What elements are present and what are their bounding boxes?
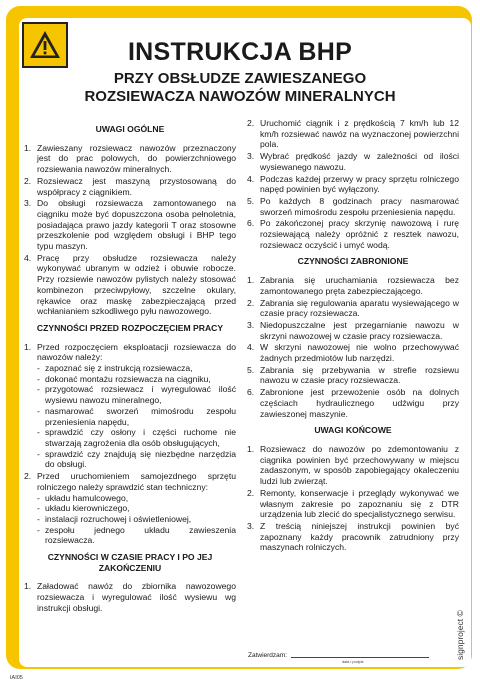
w-czasie-pracy-list-cont bbox=[247, 118, 459, 250]
list-item: 6. Zabronione jest przewożenie osób na dolnych częściach hydraulicznego udźwigu przy zawieszonej maszynie. bbox=[247, 387, 459, 419]
list-item: 2. Zabrania się regulowania aparatu wysiewającego w czasie pracy rozsiewacza. bbox=[247, 297, 459, 319]
sub-list-item: - dokonać montażu rozsiewacza na ciągniku, bbox=[37, 373, 211, 384]
section-title-uwagi-koncowe: UWAGI KOŃCOWE bbox=[314, 425, 392, 436]
page-title: INSTRUKCJA BHP bbox=[127, 38, 353, 66]
sub-list-item: - przygotować rozsiewacz i wyregulować ilość wysiewu nawozu mineralnego, bbox=[37, 384, 236, 406]
brand-text: signproject © bbox=[455, 610, 465, 660]
sub-list-item: - zapoznać się z instrukcją rozsiewacza, bbox=[37, 363, 193, 374]
list-item: 4. W skrzyni nawozowej nie wolno przechowywać żadnych przedmiotów lub narzędzi. bbox=[247, 342, 459, 364]
list-item: 2. Przed uruchomieniem samojezdnego sprzętu rolniczego należy sprawdzić stan techniczny: - układu hamulcowego, - układu kierowniczego, - instalacji rozruchowej i oświetleniowej, - zespołu jednego układu zawieszenia rozsiewacza. bbox=[24, 471, 236, 546]
sub-list bbox=[37, 493, 236, 547]
section-title-zabronione: CZYNNOŚCI ZABRONIONE bbox=[297, 256, 409, 267]
signature-line bbox=[291, 657, 429, 658]
list-item: 1. Rozsiewacz do nawozów po zdemontowaniu z ciągnika powinien być przechowywany w miejscu zadaszonym, w sposób zapobiegający okaleczeniu ludzi lub zwierząt. bbox=[247, 443, 459, 487]
list-item: 2. Remonty, konserwacje i przeglądy wykonywać we własnym zakresie po zapoznaniu się z DTR urządzenia lub zlecić do specjalistycznego serwisu. bbox=[247, 487, 459, 520]
sub-list-item: - zespołu jednego układu zawieszenia rozsiewacza. bbox=[37, 524, 236, 546]
sub-list-item: - układu hamulcowego, bbox=[37, 492, 129, 503]
signature-caption: data i podpis bbox=[342, 660, 364, 664]
product-code: IAI05 bbox=[10, 675, 23, 681]
left-column bbox=[24, 118, 236, 615]
brand-mark bbox=[445, 590, 465, 660]
approval-label: Zatwierdzam: bbox=[248, 652, 288, 659]
list-item: 3. Z treścią niniejszej instrukcji powinien być zapoznany każdy pracownik zatrudniony przy maszynach rolniczych. bbox=[247, 520, 459, 553]
list-item: 3. Wybrać prędkość jazdy w zależności od ilości wysiewanego nawozu. bbox=[247, 151, 459, 172]
list-item: 2. Uruchomić ciągnik i z prędkością 7 km/h lub 12 km/h rozsiewać nawóz na wyznaczonej powierzchni pola. bbox=[247, 118, 459, 150]
right-column bbox=[247, 118, 459, 554]
uwagi-koncowe-list bbox=[247, 444, 459, 553]
list-item: 3. Do obsługi rozsiewacza zamontowanego na ciągniku może być dopuszczona osoba pełnoletnia, posiadająca prawo jazdy kategorii T oraz stosowne przeszkolenie pod względem obsługi i BHP tego typu maszyn. bbox=[24, 198, 236, 252]
sub-list-item: - sprawdzić czy znajdują się niezbędne narzędzia do obsługi. bbox=[37, 448, 236, 470]
w-czasie-pracy-list bbox=[24, 581, 236, 613]
section-title-w-czasie-pracy: CZYNNOŚCI W CZASIE PRACY I PO JEJ ZAKOŃCZENIU bbox=[47, 552, 213, 573]
page-subtitle-2: ROZSIEWACZA NAWOZÓW MINERALNYCH bbox=[84, 88, 396, 105]
sub-list-item: - nasmarować sworzeń mimośrodu zespołu przeniesienia napędu, bbox=[37, 405, 236, 427]
list-item: 4. Pracę przy obsłudze rozsiewacza należy wykonywać ubranym w odzież i obuwie robocze. Przy rozsiewie nawozów pylistych należy stosować kombinezon przeciwpyłowy, szczelne okulary, rękawice oraz maskę zabezpieczającą przed wchłanianiem szkodliwego pyłu nawozowego. bbox=[24, 252, 236, 317]
list-item: 4. Podczas każdej przerwy w pracy sprzętu rolniczego napęd powinien być wyłączony. bbox=[247, 173, 459, 195]
list-item: 5. Po każdych 8 godzinach pracy nasmarować sworzeń mimośrodu zespołu przeniesienia napędu. bbox=[247, 195, 459, 217]
list-item: 1. Przed rozpoczęciem eksploatacji rozsiewacza do nawozów należy: - zapoznać się z instrukcją rozsiewacza, - dokonać montażu rozsiewacza na ciągniku, - przygotować rozsiewacz i wyregulować ilość wysiewu nawozu mineralnego, - nasmarować sworzeń mimośrodu zespołu przeniesienia napędu, - sprawdzić czy osłony i części ruchome nie stwarzają zagrożenia dla osób obsługujących, - sprawdzić czy znajdują się niezbędne narzędzia do obsługi. bbox=[24, 341, 236, 470]
list-item: 3. Niedopuszczalne jest przegarnianie nawozu w skrzyni nawozowej w czasie pracy rozsiewacza. bbox=[247, 319, 459, 341]
page-subtitle-1: PRZY OBSŁUDZE ZAWIESZANEGO bbox=[113, 70, 367, 87]
zabronione-list bbox=[247, 275, 459, 419]
list-item: 1. Załadować nawóz do zbiornika nawozowego rozsiewacza i wyregulować ilość wysiewu wg instrukcji obsługi. bbox=[24, 581, 236, 613]
list-item: 1. Zabrania się uruchamiania rozsiewacza bez zamontowanego pręta zabezpieczającego. bbox=[247, 275, 459, 296]
przed-rozpoczeciem-list bbox=[24, 342, 236, 546]
sub-list-item: - układu kierowniczego, bbox=[37, 503, 130, 514]
list-item: 2. Rozsiewacz jest maszyną przystosowaną do współpracy z ciągnikiem. bbox=[24, 175, 236, 197]
section-title-uwagi-ogolne: UWAGI OGÓLNE bbox=[95, 124, 165, 134]
list-item: 6. Po zakończonej pracy skrzynię nawozową i rurę rozsiewającą należy opróżnić z resztek nawozu, rozsiewacz oczyścić i umyć wodą. bbox=[247, 218, 459, 250]
list-item: 5. Zabrania się przebywania w strefie rozsiewu nawozu w czasie pracy rozsiewacza. bbox=[247, 364, 459, 386]
sub-list-item: - sprawdzić czy osłony i części ruchome nie stwarzają zagrożenia dla osób obsługujących, bbox=[37, 427, 236, 448]
section-title-przed-rozpoczeciem: CZYNNOŚCI PRZED ROZPOCZĘCIEM PRACY bbox=[36, 322, 224, 333]
sub-list bbox=[37, 363, 236, 470]
uwagi-ogolne-list bbox=[24, 143, 236, 317]
sub-list-item: - instalacji rozruchowej i oświetleniowej, bbox=[37, 513, 192, 524]
list-item: 1. Zawieszany rozsiewacz nawozów przeznaczony jest do prac polowych, do powierzchniowego rozsiewania nawozów mineralnych. bbox=[24, 142, 236, 175]
